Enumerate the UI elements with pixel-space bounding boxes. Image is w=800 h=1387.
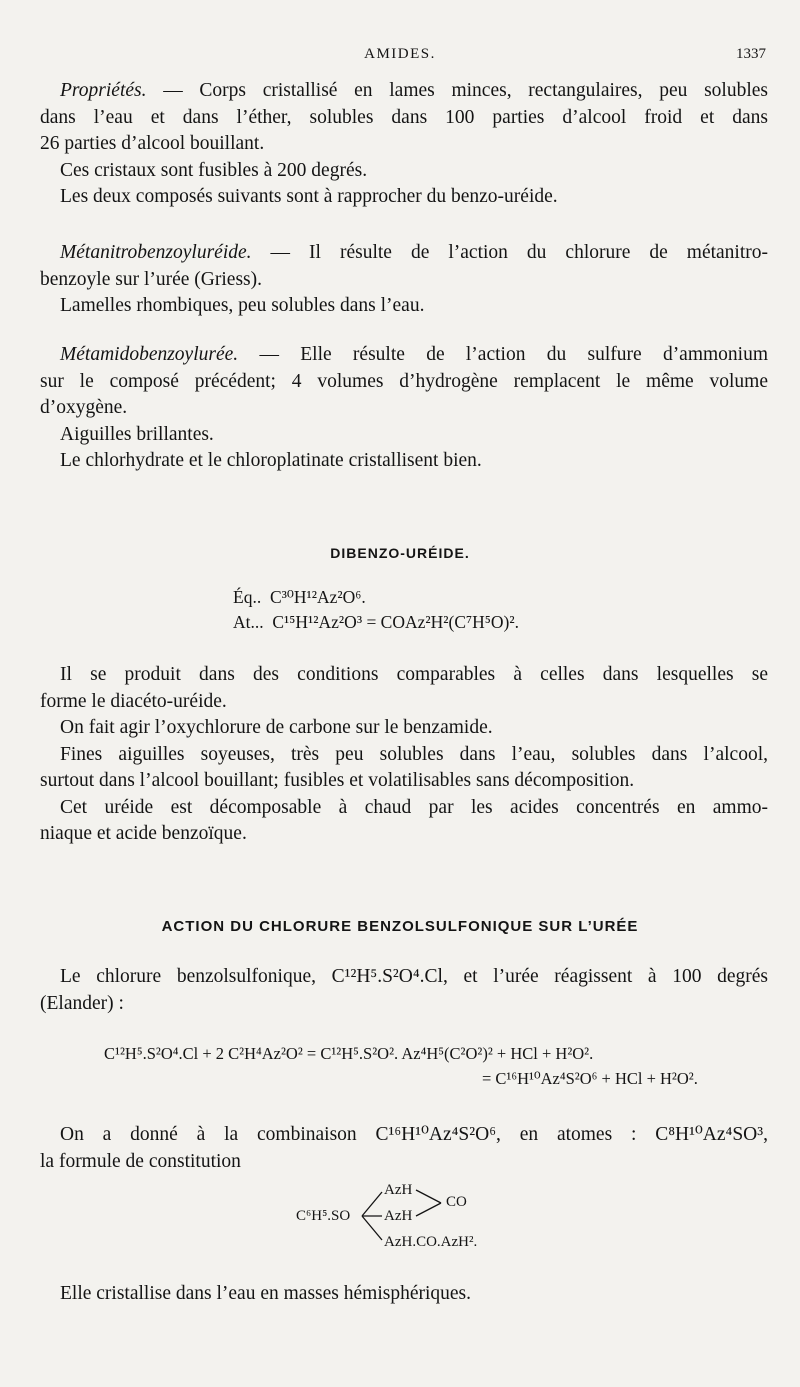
text-line: Le chlorhydrate et le chloroplatinate cristallisent bien. [60, 450, 482, 471]
text-span: — Corps cristallisé en lames minces, rectangulaires, peu solubles [163, 80, 768, 101]
text-line: Ces cristaux sont fusibles à 200 degrés. [60, 159, 368, 181]
struct-bond-lines [296, 1180, 516, 1252]
text-line: benzoyle sur l’urée (Griess). [40, 268, 262, 290]
struct-bottom-group: AzH.CO.AzH². [384, 1234, 478, 1250]
text-span: — Il résulte de l’action du chlorure de métanitro- [270, 242, 769, 263]
formula-text: C¹⁵H¹²Az²O³ = COAz²H²(C⁷H⁵O)². [272, 612, 519, 632]
paragraph-proprietes [40, 78, 768, 211]
text-line [40, 78, 768, 105]
text-line: Fines aiguilles soyeuses, très peu solubles dans l’eau, solubles dans l’alcool, [60, 743, 768, 765]
text-line: Aiguilles brillantes. [60, 423, 214, 445]
text-line [40, 342, 768, 369]
formula-text: C³⁰H¹²Az²O⁶. [269, 587, 366, 607]
paragraph-action-intro [40, 964, 768, 1017]
text-line: d’oxygène. [40, 397, 128, 418]
text-line: Il se produit dans des conditions comparables à celles dans lesquelles se [60, 664, 768, 685]
paragraph-action-formula [40, 1122, 768, 1175]
page-number: 1337 [736, 46, 766, 62]
text-line: Cet uréide est décomposable à chaud par les acides concentrés en ammo- [60, 796, 768, 818]
text-line: dans l’eau et dans l’éther, solubles dans 100 parties d’alcool froid et dans [40, 106, 768, 128]
text-span: — Elle résulte de l’action du sulfure d’ammonium [259, 344, 769, 365]
struct-top-group: AzH [384, 1182, 413, 1198]
paragraph-metamido [40, 342, 768, 475]
section-title-dibenzo: DIBENZO-URÉIDE. [330, 545, 470, 561]
running-header-title: AMIDES. [364, 46, 436, 62]
text-line: 26 parties d’alcool bouillant. [40, 133, 265, 154]
text-line: forme le diacéto-uréide. [40, 690, 227, 712]
text-line: On a donné à la combinaison C¹⁶H¹⁰Az⁴S²O⁶, en atomes : C⁸H¹⁰Az⁴SO³, [60, 1124, 768, 1145]
section-title-action: ACTION DU CHLORURE BENZOLSULFONIQUE SUR L’URÉE [161, 918, 639, 935]
text-line: surtout dans l’alcool bouillant; fusibles et volatilisables sans décomposition. [40, 770, 635, 791]
section-term: Métamidobenzoylurée. [60, 344, 239, 365]
text-line: Le chlorure benzolsulfonique, C¹²H⁵.S²O⁴.Cl, et l’urée réagissent à 100 degrés [60, 966, 768, 987]
text-line: On fait agir l’oxychlorure de carbone sur le benzamide. [60, 717, 493, 738]
text-line: Elle cristallise dans l’eau en masses hémisphériques. [60, 1283, 472, 1304]
reaction-equation-2: = C¹⁶H¹⁰Az⁴S²O⁶ + HCl + H²O². [482, 1069, 698, 1088]
text-line: (Elander) : [40, 992, 124, 1014]
struct-left-group: C⁶H⁵.SO [296, 1208, 351, 1224]
formula-label: At... [233, 612, 264, 632]
formula-atomic [233, 612, 519, 633]
formula-label: Éq.. [233, 587, 262, 607]
paragraph-dibenzo [40, 662, 768, 848]
structural-formula [296, 1180, 516, 1252]
paragraph-metanitro [40, 240, 768, 320]
text-line: Lamelles rhombiques, peu solubles dans l’eau. [60, 295, 425, 316]
section-term: Métanitrobenzoyluréide. [60, 242, 252, 263]
text-line [40, 240, 768, 267]
reaction-equation-1: C¹²H⁵.S²O⁴.Cl + 2 C²H⁴Az²O² = C¹²H⁵.S²O². Az⁴H⁵(C²O²)² + HCl + H²O². [104, 1044, 594, 1063]
text-line: sur le composé précédent; 4 volumes d’hydrogène remplacent le même volume [40, 370, 768, 392]
text-line: niaque et acide benzoïque. [40, 823, 247, 844]
struct-middle-group: AzH [384, 1208, 413, 1224]
text-line: Les deux composés suivants sont à rapprocher du benzo-uréide. [60, 186, 558, 207]
paragraph-final [40, 1281, 768, 1308]
section-term: Propriétés. [60, 80, 147, 101]
text-line: la formule de constitution [40, 1150, 241, 1172]
struct-carbonyl-group: CO [446, 1194, 467, 1210]
formula-equivalent [233, 587, 366, 608]
